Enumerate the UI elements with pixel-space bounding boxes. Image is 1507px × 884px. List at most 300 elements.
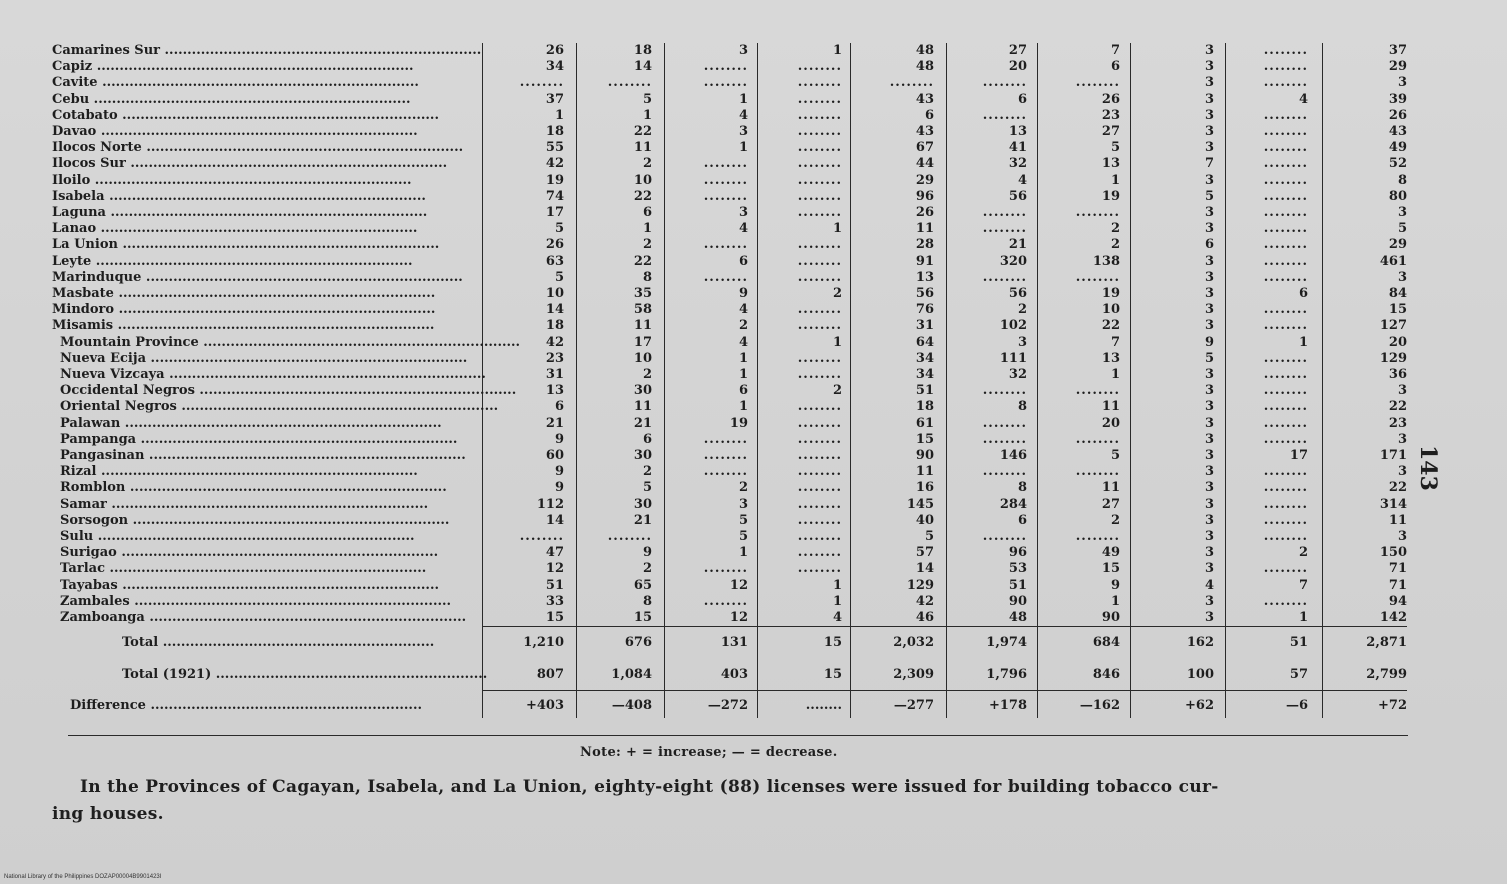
table-cell: 3 [738, 205, 748, 220]
table-row [52, 302, 1418, 318]
table-note: Note: + = increase; — = decrease. [580, 745, 838, 760]
table-cell: 29 [1388, 59, 1407, 75]
table-cell: ........ [797, 269, 842, 285]
table-cell: 19 [729, 415, 748, 431]
table-cell: 111 [999, 350, 1027, 366]
table-cell: 22 [1388, 480, 1407, 496]
table-row [52, 529, 1418, 545]
table-cell: 3 [1397, 464, 1407, 480]
table-row [52, 254, 1418, 270]
table-cell: 13 [1008, 124, 1027, 139]
table-cell: 2 [642, 561, 652, 577]
table-cell: 142 [1379, 610, 1407, 625]
table-cell: 2 [1017, 302, 1027, 318]
table-cell: 74 [545, 188, 564, 204]
table-row [52, 416, 1418, 432]
table-row [52, 367, 1418, 383]
table-cell: 5 [738, 512, 748, 528]
totals-cell: 2,309 [893, 667, 934, 682]
province-name: Zambales ...................................................................... [60, 593, 452, 609]
table-cell: ........ [1263, 561, 1308, 577]
table-bottom-rule [68, 735, 1408, 736]
totals-cell: 807 [536, 667, 564, 682]
table-cell: 3 [1204, 593, 1214, 609]
province-name: Laguna ...................................................................... [52, 205, 428, 220]
table-cell: 42 [545, 334, 564, 350]
table-cell: 3 [1204, 529, 1214, 544]
table-cell: 41 [1008, 140, 1027, 156]
table-cell: 6 [642, 205, 652, 220]
table-cell: 29 [1388, 237, 1407, 253]
table-cell: 1 [554, 107, 564, 123]
province-name: Sorsogon ...................................................................... [60, 512, 450, 528]
table-cell: 5 [1110, 140, 1120, 156]
table-cell: 57 [915, 545, 934, 561]
table-cell: ........ [797, 107, 842, 123]
table-cell: 3 [1204, 302, 1214, 318]
table-cell: ........ [1263, 431, 1308, 447]
table-cell: 5 [642, 91, 652, 107]
table-cell: ........ [1263, 140, 1308, 156]
table-cell: 13 [1101, 350, 1120, 366]
table-cell: 7 [1298, 577, 1308, 593]
table-row [52, 92, 1418, 108]
table-cell: 102 [999, 318, 1027, 334]
table-cell: 3 [1204, 269, 1214, 285]
table-cell: 127 [1379, 318, 1407, 334]
table-cell: 9 [1110, 577, 1120, 593]
table-cell: ........ [797, 367, 842, 382]
table-cell: ........ [1263, 350, 1308, 366]
table-cell: 6 [1017, 512, 1027, 528]
province-name: Palawan ...................................................................... [60, 415, 442, 431]
table-cell: 21 [633, 512, 652, 528]
table-cell: 14 [915, 561, 934, 577]
province-name: Mountain Province ...................................................................... [60, 334, 521, 350]
table-cell: 3 [1204, 318, 1214, 334]
table-cell: 84 [1388, 286, 1407, 301]
table-cell: ........ [1263, 512, 1308, 528]
totals-cell: 2,799 [1366, 667, 1407, 682]
table-cell: 5 [1110, 448, 1120, 463]
table-row [52, 286, 1418, 302]
table-cell: 13 [545, 383, 564, 399]
table-cell: 56 [1008, 188, 1027, 204]
table-cell: 171 [1379, 448, 1407, 463]
table-cell: 20 [1101, 415, 1120, 431]
table-cell: ........ [797, 448, 842, 463]
table-cell: ........ [797, 415, 842, 431]
table-cell: ........ [797, 302, 842, 318]
table-cell: 90 [1101, 610, 1120, 625]
table-cell: ........ [982, 107, 1027, 123]
table-cell: 3 [1204, 480, 1214, 496]
table-cell: ........ [982, 221, 1027, 237]
table-cell: 5 [1397, 221, 1407, 237]
table-cell: 11 [633, 318, 652, 334]
totals-cell: —272 [707, 698, 748, 713]
table-cell: 3 [1204, 91, 1214, 107]
table-row [52, 75, 1418, 91]
table-cell: 22 [1388, 399, 1407, 415]
table-cell: 34 [545, 59, 564, 75]
table-cell: ........ [1263, 188, 1308, 204]
body-paragraph [52, 774, 1410, 828]
table-cell: ........ [703, 59, 748, 75]
totals-row [52, 696, 1418, 716]
table-cell: 9 [554, 464, 564, 480]
table-cell: 26 [545, 237, 564, 253]
table-cell: 16 [915, 480, 934, 496]
totals-cell: 684 [1092, 635, 1120, 650]
table-cell: 1 [832, 221, 842, 237]
table-cell: 2 [738, 480, 748, 496]
table-row [52, 318, 1418, 334]
table-cell: 13 [915, 269, 934, 285]
table-cell: 4 [1298, 91, 1308, 107]
table-cell: 3 [1204, 253, 1214, 269]
totals-cell: +178 [988, 698, 1027, 713]
table-cell: 2 [1110, 221, 1120, 237]
table-cell: ........ [1263, 107, 1308, 123]
table-row [52, 578, 1418, 594]
table-row [52, 545, 1418, 561]
paragraph-line: In the Provinces of Cagayan, Isabela, and La Union, eighty-eight (88) licenses were issued for building tobacco cur- [80, 777, 1219, 797]
table-cell: 71 [1388, 577, 1407, 593]
table-cell: 5 [554, 221, 564, 237]
table-cell: ........ [703, 75, 748, 91]
totals-cell: 57 [1289, 667, 1308, 682]
table-cell: 9 [738, 286, 748, 301]
table-cell: 9 [1204, 334, 1214, 350]
table-cell: 37 [545, 91, 564, 107]
table-cell: 3 [1204, 75, 1214, 91]
table-cell: ........ [982, 75, 1027, 91]
table-cell: 1 [832, 577, 842, 593]
table-cell: 56 [915, 286, 934, 301]
table-cell: 58 [633, 302, 652, 318]
table-cell: 1 [1110, 172, 1120, 188]
table-cell: 15 [545, 610, 564, 625]
table-cell: 6 [1110, 59, 1120, 75]
table-cell: 30 [633, 448, 652, 463]
table-cell: ........ [797, 188, 842, 204]
table-row [52, 432, 1418, 448]
table-cell: 40 [915, 512, 934, 528]
table-cell: 27 [1101, 124, 1120, 139]
table-cell: 18 [633, 43, 652, 58]
table-cell: ........ [797, 205, 842, 220]
table-cell: ........ [889, 75, 934, 91]
province-name: Mindoro ...................................................................... [52, 302, 436, 318]
table-cell: ........ [1263, 172, 1308, 188]
table-cell: ........ [797, 399, 842, 415]
table-cell: 5 [924, 529, 934, 544]
table-cell: 2 [738, 318, 748, 334]
table-cell: 150 [1379, 545, 1407, 561]
table-cell: ........ [982, 431, 1027, 447]
table-row [52, 464, 1418, 480]
table-cell: ........ [703, 464, 748, 480]
table-cell: 1 [1110, 593, 1120, 609]
table-cell: 6 [1298, 286, 1308, 301]
table-cell: 6 [738, 383, 748, 399]
table-cell: 65 [633, 577, 652, 593]
table-cell: 146 [999, 448, 1027, 463]
table-row [52, 335, 1418, 351]
table-cell: 19 [545, 172, 564, 188]
table-cell: ........ [797, 124, 842, 139]
table-cell: 8 [1397, 172, 1407, 188]
table-cell: 23 [1101, 107, 1120, 123]
table-cell: 12 [729, 610, 748, 625]
totals-cell: —162 [1079, 698, 1120, 713]
table-cell: 3 [1397, 269, 1407, 285]
table-cell: ........ [797, 156, 842, 172]
totals-cell: 1,974 [986, 635, 1027, 650]
province-name: Pampanga ...................................................................... [60, 431, 458, 447]
table-cell: ........ [1263, 399, 1308, 415]
table-cell: 31 [915, 318, 934, 334]
totals-row [52, 665, 1418, 685]
table-cell: 13 [1101, 156, 1120, 172]
table-cell: 1 [642, 221, 652, 237]
table-row [52, 237, 1418, 253]
table-cell: ........ [1263, 496, 1308, 512]
table-cell: ........ [1263, 529, 1308, 544]
table-cell: 15 [915, 431, 934, 447]
table-cell: ........ [1263, 269, 1308, 285]
table-row [52, 513, 1418, 529]
table-cell: ........ [607, 75, 652, 91]
table-cell: 96 [1008, 545, 1027, 561]
table-cell: 3 [1204, 496, 1214, 512]
table-cell: 26 [1388, 107, 1407, 123]
table-cell: ........ [519, 75, 564, 91]
province-name: Cavite ...................................................................... [52, 75, 419, 91]
table-cell: 18 [545, 124, 564, 139]
table-cell: 2 [1110, 512, 1120, 528]
table-cell: ........ [797, 464, 842, 480]
table-cell: 94 [1388, 593, 1407, 609]
table-cell: 1 [738, 367, 748, 382]
table-cell: ........ [703, 269, 748, 285]
table-cell: 10 [633, 172, 652, 188]
table-cell: 30 [633, 496, 652, 512]
table-cell: 12 [545, 561, 564, 577]
table-row [52, 156, 1418, 172]
table-cell: ........ [1263, 593, 1308, 609]
table-cell: 26 [1101, 91, 1120, 107]
table-row [52, 399, 1418, 415]
table-cell: 3 [1204, 172, 1214, 188]
table-cell: 129 [906, 577, 934, 593]
table-cell: ........ [1263, 43, 1308, 58]
province-name: Tayabas ...................................................................... [60, 577, 439, 593]
table-cell: 8 [642, 593, 652, 609]
table-row [52, 59, 1418, 75]
table-cell: ........ [1075, 269, 1120, 285]
table-cell: 3 [1397, 383, 1407, 399]
table-cell: 3 [1397, 529, 1407, 544]
table-cell: ........ [797, 512, 842, 528]
province-name: Nueva Ecija ...................................................................... [60, 350, 468, 366]
province-name: Cebu ...................................................................... [52, 91, 411, 107]
table-row [52, 43, 1418, 59]
province-name: Pangasinan ...................................................................... [60, 448, 466, 463]
table-cell: 6 [738, 253, 748, 269]
table-cell: 3 [1017, 334, 1027, 350]
table-cell: 1 [738, 545, 748, 561]
table-cell: 49 [1101, 545, 1120, 561]
table-cell: 3 [738, 124, 748, 139]
table-cell: 20 [1388, 334, 1407, 350]
table-cell: 11 [1101, 399, 1120, 415]
province-name: Capiz ...................................................................... [52, 59, 414, 75]
table-cell: 8 [642, 269, 652, 285]
table-cell: 3 [1397, 431, 1407, 447]
table-cell: ........ [982, 464, 1027, 480]
province-name: Isabela ...................................................................... [52, 188, 426, 204]
province-name: Iloilo ...................................................................... [52, 172, 412, 188]
province-name: Ilocos Sur ...................................................................... [52, 156, 448, 172]
table-cell: 9 [554, 480, 564, 496]
table-cell: 1 [1110, 367, 1120, 382]
table-cell: 18 [545, 318, 564, 334]
table-cell: 3 [1204, 124, 1214, 139]
table-cell: 8 [1017, 480, 1027, 496]
table-cell: 67 [915, 140, 934, 156]
province-name: Occidental Negros ...................................................................... [60, 383, 517, 399]
totals-cell: 51 [1289, 635, 1308, 650]
table-cell: 2 [642, 464, 652, 480]
table-row [52, 351, 1418, 367]
table-cell: 3 [1204, 464, 1214, 480]
table-cell: ........ [703, 172, 748, 188]
table-cell: 61 [915, 415, 934, 431]
table-cell: 60 [545, 448, 564, 463]
table-cell: 18 [915, 399, 934, 415]
table-cell: 31 [545, 367, 564, 382]
table-cell: 19 [1101, 286, 1120, 301]
table-cell: 11 [633, 399, 652, 415]
table-cell: 48 [915, 43, 934, 58]
table-cell: 1 [738, 140, 748, 156]
table-cell: 461 [1379, 253, 1407, 269]
totals-cell: 1,796 [986, 667, 1027, 682]
table-row [52, 480, 1418, 496]
table-cell: 14 [545, 512, 564, 528]
table-cell: 3 [1204, 367, 1214, 382]
table-cell: 3 [1204, 286, 1214, 301]
table-cell: 46 [915, 610, 934, 625]
table-cell: 42 [545, 156, 564, 172]
table-cell: ........ [797, 59, 842, 75]
table-cell: 49 [1388, 140, 1407, 156]
table-cell: 3 [1204, 140, 1214, 156]
table-cell: ........ [982, 415, 1027, 431]
table-cell: ........ [797, 529, 842, 544]
table-cell: 26 [915, 205, 934, 220]
province-name: Samar ...................................................................... [60, 496, 429, 512]
table-cell: ........ [797, 318, 842, 334]
table-cell: 52 [1388, 156, 1407, 172]
table-cell: 6 [924, 107, 934, 123]
table-cell: ........ [703, 448, 748, 463]
table-cell: 23 [1388, 415, 1407, 431]
table-cell: 53 [1008, 561, 1027, 577]
table-cell: ........ [1263, 156, 1308, 172]
totals-cell: 2,032 [893, 635, 934, 650]
province-name: Masbate ...................................................................... [52, 286, 436, 301]
table-cell: ........ [1075, 464, 1120, 480]
table-cell: 28 [915, 237, 934, 253]
table-cell: 3 [738, 43, 748, 58]
table-cell: ........ [982, 269, 1027, 285]
table-cell: 22 [633, 253, 652, 269]
table-row [52, 221, 1418, 237]
table-cell: 284 [999, 496, 1027, 512]
table-cell: 1 [738, 399, 748, 415]
totals-label: Total ............................................................ [122, 635, 435, 650]
table-cell: 33 [545, 593, 564, 609]
table-cell: 3 [1204, 415, 1214, 431]
table-cell: 5 [1204, 188, 1214, 204]
totals-cell: +62 [1185, 698, 1214, 713]
table-cell: ........ [797, 172, 842, 188]
totals-cell: 15 [823, 635, 842, 650]
table-cell: 4 [738, 334, 748, 350]
table-cell: ........ [797, 561, 842, 577]
table-cell: ........ [607, 529, 652, 544]
table-cell: 15 [1388, 302, 1407, 318]
table-cell: 7 [1204, 156, 1214, 172]
table-cell: 4 [1017, 172, 1027, 188]
table-cell: ........ [1075, 75, 1120, 91]
table-cell: ........ [703, 561, 748, 577]
table-cell: 30 [633, 383, 652, 399]
table-cell: 7 [1110, 43, 1120, 58]
table-cell: 43 [1388, 124, 1407, 139]
table-cell: 8 [1017, 399, 1027, 415]
totals-cell: 131 [720, 635, 748, 650]
totals-row [52, 633, 1418, 653]
table-cell: ........ [797, 431, 842, 447]
totals-label: Total (1921) ............................................................ [122, 667, 488, 682]
table-cell: 11 [633, 140, 652, 156]
table-cell: 4 [1204, 577, 1214, 593]
table-cell: 1 [1298, 334, 1308, 350]
table-cell: 34 [915, 367, 934, 382]
table-cell: ........ [703, 593, 748, 609]
table-cell: ........ [797, 140, 842, 156]
table-cell: ........ [797, 253, 842, 269]
table-row [52, 448, 1418, 464]
table-cell: 35 [633, 286, 652, 301]
table-cell: 7 [1110, 334, 1120, 350]
province-name: Oriental Negros ...................................................................... [60, 399, 499, 415]
province-name: Rizal ...................................................................... [60, 464, 418, 480]
difference-rule [482, 690, 1407, 691]
table-cell: 6 [642, 431, 652, 447]
table-cell: 42 [915, 593, 934, 609]
totals-cell: +403 [525, 698, 564, 713]
table-cell: 22 [633, 188, 652, 204]
table-cell: ........ [519, 529, 564, 544]
table-cell: 2 [832, 286, 842, 301]
totals-cell: 1,084 [611, 667, 652, 682]
table-cell: 5 [1204, 350, 1214, 366]
